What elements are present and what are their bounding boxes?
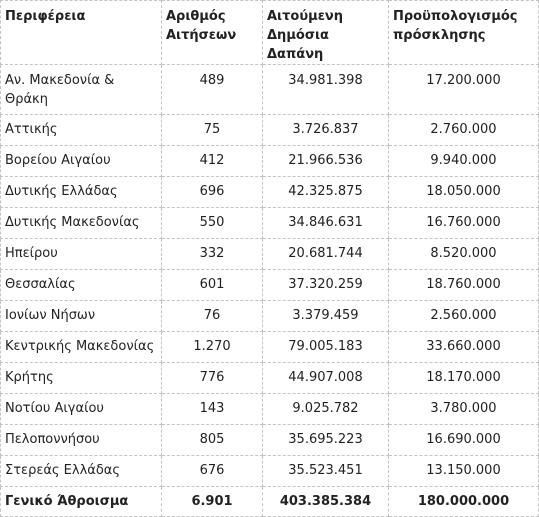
cell-region: Θεσσαλίας: [1, 270, 162, 301]
cell-requested: 21.966.536: [263, 146, 389, 177]
cell-region: Δυτικής Μακεδονίας: [1, 208, 162, 239]
cell-region: Ιονίων Νήσων: [1, 301, 162, 332]
total-budget: 180.000.000: [389, 487, 539, 517]
header-row: [1, 1, 539, 65]
cell-budget: 17.200.000: [389, 65, 539, 115]
cell-applications: 696: [162, 177, 263, 208]
cell-budget: 16.760.000: [389, 208, 539, 239]
total-applications: 6.901: [162, 487, 263, 517]
cell-requested: 35.523.451: [263, 456, 389, 487]
total-row: [1, 487, 539, 517]
cell-budget: 2.760.000: [389, 115, 539, 146]
cell-budget: 18.170.000: [389, 363, 539, 394]
cell-requested: 9.025.782: [263, 394, 389, 425]
cell-applications: 676: [162, 456, 263, 487]
table-row: [1, 270, 539, 301]
header-budget: Προϋπολογισμός πρόσκλησης: [389, 1, 539, 65]
cell-requested: 79.005.183: [263, 332, 389, 363]
cell-applications: 412: [162, 146, 263, 177]
cell-budget: 16.690.000: [389, 425, 539, 456]
cell-applications: 550: [162, 208, 263, 239]
table-row: [1, 394, 539, 425]
cell-requested: 44.907.008: [263, 363, 389, 394]
table-row: [1, 456, 539, 487]
cell-region: Πελοποννήσου: [1, 425, 162, 456]
cell-requested: 34.981.398: [263, 65, 389, 115]
cell-region: Κεντρικής Μακεδονίας: [1, 332, 162, 363]
cell-applications: 489: [162, 65, 263, 115]
cell-region: Ηπείρου: [1, 239, 162, 270]
total-label: Γενικό Άθροισμα: [1, 487, 162, 517]
table-row: [1, 208, 539, 239]
cell-region: Βορείου Αιγαίου: [1, 146, 162, 177]
cell-region: Δυτικής Ελλάδας: [1, 177, 162, 208]
cell-region: Στερεάς Ελλάδας: [1, 456, 162, 487]
table-row: [1, 115, 539, 146]
cell-budget: 13.150.000: [389, 456, 539, 487]
cell-budget: 9.940.000: [389, 146, 539, 177]
cell-applications: 601: [162, 270, 263, 301]
cell-region: Αν. Μακεδονία & Θράκη: [1, 65, 162, 115]
table-row: [1, 177, 539, 208]
cell-requested: 35.695.223: [263, 425, 389, 456]
cell-applications: 776: [162, 363, 263, 394]
cell-requested: 42.325.875: [263, 177, 389, 208]
cell-requested: 3.726.837: [263, 115, 389, 146]
cell-requested: 20.681.744: [263, 239, 389, 270]
table-row: [1, 332, 539, 363]
header-applications: Αριθμός Αιτήσεων: [162, 1, 263, 65]
cell-applications: 143: [162, 394, 263, 425]
table-row: [1, 239, 539, 270]
cell-region: Νοτίου Αιγαίου: [1, 394, 162, 425]
cell-budget: 2.560.000: [389, 301, 539, 332]
cell-budget: 33.660.000: [389, 332, 539, 363]
table-body: [1, 65, 539, 517]
cell-budget: 18.050.000: [389, 177, 539, 208]
cell-requested: 34.846.631: [263, 208, 389, 239]
cell-region: Κρήτης: [1, 363, 162, 394]
table-row: [1, 425, 539, 456]
cell-budget: 18.760.000: [389, 270, 539, 301]
cell-region: Αττικής: [1, 115, 162, 146]
table-row: [1, 146, 539, 177]
cell-applications: 332: [162, 239, 263, 270]
total-requested: 403.385.384: [263, 487, 389, 517]
cell-requested: 3.379.459: [263, 301, 389, 332]
cell-applications: 805: [162, 425, 263, 456]
cell-applications: 75: [162, 115, 263, 146]
table-row: [1, 65, 539, 115]
cell-requested: 37.320.259: [263, 270, 389, 301]
cell-applications: 76: [162, 301, 263, 332]
table-row: [1, 301, 539, 332]
table-row: [1, 363, 539, 394]
header-requested: Αιτούμενη Δημόσια Δαπάνη: [263, 1, 389, 65]
cell-applications: 1.270: [162, 332, 263, 363]
header-region: Περιφέρεια: [1, 1, 162, 65]
cell-budget: 8.520.000: [389, 239, 539, 270]
cell-budget: 3.780.000: [389, 394, 539, 425]
